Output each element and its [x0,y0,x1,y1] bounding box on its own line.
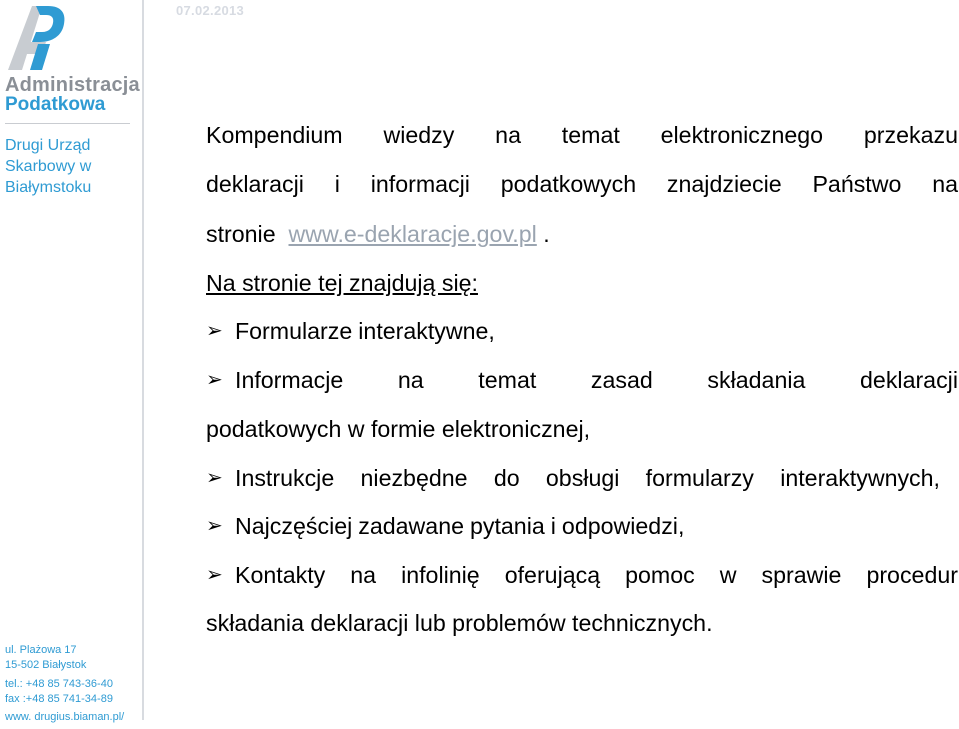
intro-line-1 [206,120,958,150]
word: Instrukcje [235,465,335,491]
list-item [206,511,958,541]
word: na [495,122,521,148]
word: procedur [866,562,958,588]
intro-line-2 [206,169,958,199]
word: temat [561,122,620,148]
word: i [334,171,340,197]
word: zasad [590,367,653,393]
word: Formularze [235,318,353,344]
word: temat [478,367,537,393]
word: zadawane [358,513,464,539]
phone-line: tel.: +48 85 743-36-40 [5,678,113,690]
word: wiedzy [383,122,455,148]
subheading-text: Na stronie tej znajdują się: [206,270,478,296]
sidebar [0,0,150,729]
word: interaktywne, [358,318,495,344]
list-item [206,560,958,590]
website-link[interactable]: www. drugius.biaman.pl/ [5,711,125,723]
word: oferującą [504,562,601,588]
list-item-text [235,365,958,395]
word: składania [707,367,806,393]
office-name-line: Drugi Urząd [5,137,91,154]
address [5,643,86,673]
word: niezbędne [360,465,468,491]
word: interaktywnych, [780,465,940,491]
word: Kompendium [206,122,343,148]
office-name [5,135,125,198]
word: na [350,562,377,588]
word: stronie [206,221,276,247]
word: deklaracji [206,171,304,197]
list-item [206,365,958,395]
word: informacji [370,171,470,197]
word: znajdziecie [666,171,782,197]
word: Kontakty [235,562,326,588]
word: Najczęściej [235,513,353,539]
word: w [719,562,737,588]
office-name-line: Skarbowy w [5,158,92,175]
sidebar-divider [5,123,130,124]
address-line: ul. Plażowa 17 [5,644,77,656]
address-line: 15-502 Białystok [5,659,87,671]
org-name-line2: Podatkowa [5,94,106,115]
word: na [932,171,958,197]
org-name-line1: Administracja [5,74,140,96]
word: deklaracji [860,367,958,393]
e-deklaracje-link[interactable]: www.e-deklaracje.gov.pl [288,221,537,247]
word: przekazu [863,122,958,148]
word: podatkowych [500,171,637,197]
word: Państwo [812,171,902,197]
word: odpowiedzi, [561,513,685,539]
arrow-bullet-icon: ➢ [206,467,223,489]
list-item-continuation: podatkowych w formie elektronicznej, [206,416,591,442]
word: do [493,465,520,491]
word: pytania [469,513,545,539]
phone-info [5,677,113,707]
subheading [206,268,958,298]
list-item-text [235,316,958,346]
list-item-text [235,463,958,493]
word: sprawie [761,562,842,588]
list-item-text [235,560,958,590]
arrow-bullet-icon: ➢ [206,320,223,342]
arrow-bullet-icon: ➢ [206,515,223,537]
word: Informacje [235,367,344,393]
word: formularzy [645,465,754,491]
arrow-bullet-icon: ➢ [206,564,223,586]
arrow-bullet-icon: ➢ [206,369,223,391]
fax-line: fax :+48 85 741-34-89 [5,693,113,705]
word: obsługi [545,465,620,491]
word: elektronicznego [660,122,824,148]
list-item [206,316,958,346]
word: na [397,367,424,393]
word: infolinię [401,562,480,588]
date-label: 07.02.2013 [176,3,245,18]
word: pomoc [625,562,695,588]
ap-logo-icon [2,2,68,72]
word: i [550,513,556,539]
intro-line-3 [206,219,958,249]
list-item-text [235,511,958,541]
sidebar-vertical-divider [142,0,144,720]
list-item [206,463,958,493]
list-item-continuation: składania deklaracji lub problemów technicznych. [206,610,713,636]
office-name-line: Białymstoku [5,179,92,196]
period: . [543,221,550,247]
